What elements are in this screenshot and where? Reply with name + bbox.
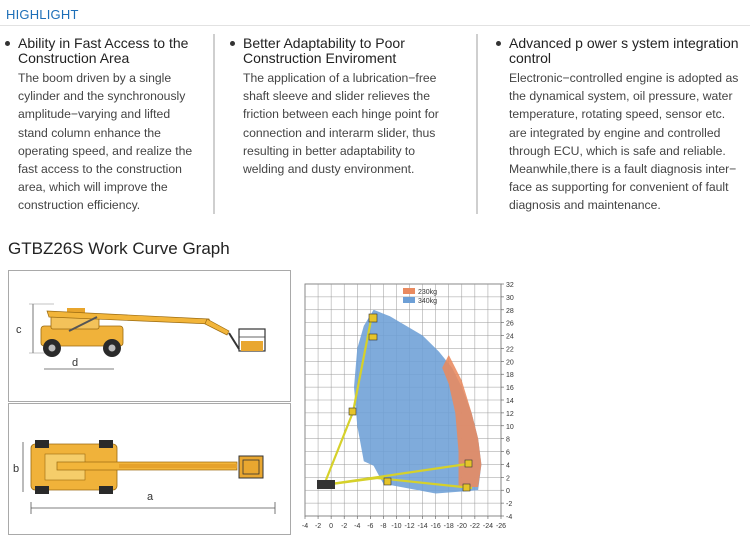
top-view-drawing <box>9 404 290 534</box>
feature-fast-access <box>2 36 195 215</box>
y-tick-label: 2 <box>506 475 510 483</box>
y-tick-label: 28 <box>506 307 514 315</box>
x-tick-label: -20 <box>456 523 467 530</box>
basket-far-low <box>463 484 470 491</box>
side-view-drawing <box>9 271 290 401</box>
column-divider <box>476 34 478 214</box>
x-tick-label: -16 <box>430 523 441 530</box>
x-tick-label: -22 <box>469 523 480 530</box>
y-tick-label: 22 <box>506 346 514 354</box>
feature-adaptability <box>227 36 449 178</box>
x-tick-label: -26 <box>495 523 507 530</box>
dim-a-label: a <box>147 491 154 503</box>
legend-swatch <box>403 288 415 294</box>
work-curve-panel <box>297 270 520 535</box>
x-tick-label: -24 <box>482 523 493 530</box>
x-tick-label: 0 <box>329 523 334 530</box>
y-tick-label: 20 <box>506 359 514 367</box>
y-tick-label: 16 <box>506 385 514 393</box>
x-tick-label: -10 <box>391 523 402 530</box>
column-divider <box>213 34 215 214</box>
machine-base <box>317 480 335 489</box>
basket-top <box>369 314 377 322</box>
y-tick-label: 4 <box>506 462 510 470</box>
legend-label: 340kg <box>418 298 438 305</box>
legend-label: 230kg <box>418 289 438 296</box>
y-tick-label: 8 <box>506 436 510 444</box>
y-tick-label: 6 <box>506 449 510 457</box>
y-tick-label: -2 <box>506 501 513 509</box>
feature-title: Advanced p ower s ystem integration control <box>493 36 747 66</box>
feature-power-system <box>493 36 747 215</box>
x-tick-label: -2 <box>314 523 322 530</box>
y-tick-label: 26 <box>506 320 514 328</box>
dim-b-label: b <box>13 463 20 475</box>
y-tick-label: 30 <box>506 294 514 302</box>
dim-c-label: c <box>16 324 22 336</box>
basket-far <box>465 460 472 467</box>
work-curve-chart <box>297 270 520 535</box>
x-tick-label: -12 <box>404 523 415 530</box>
x-tick-label: -18 <box>443 523 454 530</box>
y-tick-label: 18 <box>506 372 514 380</box>
feature-body: Electronic−controlled engine is adopted as the dynamical system, oil pressure, water temperature, rotating speed, sensor etc. are integrated by engine and controlled through ECU, which is safe and reliable. Meanwhile,there is a fault diagnosis inter− face as supporting for convenient of fault diagnosis and maintenance. <box>509 71 739 213</box>
highlight-heading: HIGHLIGHT <box>6 7 79 22</box>
y-tick-label: 10 <box>506 423 514 431</box>
basket-low <box>384 478 391 485</box>
x-tick-label: -6 <box>367 523 374 530</box>
feature-title: Better Adaptability to Poor Construction Enviroment <box>227 36 449 66</box>
side-view-panel <box>8 270 291 402</box>
basket-high <box>369 334 377 340</box>
y-tick-label: -4 <box>506 514 513 521</box>
x-tick-label: -8 <box>380 523 387 530</box>
legend-swatch <box>403 297 415 303</box>
y-tick-label: 24 <box>506 333 514 341</box>
top-view-panel <box>8 403 291 535</box>
x-tick-label: -4 <box>301 523 309 530</box>
x-tick-label: -14 <box>417 523 428 530</box>
x-tick-label: -2 <box>341 523 348 530</box>
graph-title: GTBZ26S Work Curve Graph <box>8 239 230 258</box>
x-tick-label: -4 <box>354 523 361 530</box>
dim-d-label: d <box>72 357 79 369</box>
feature-title: Ability in Fast Access to the Construction Area <box>2 36 195 66</box>
highlight-divider <box>0 25 750 26</box>
y-tick-label: 32 <box>506 282 514 289</box>
basket-mid <box>349 408 356 415</box>
feature-body: The boom driven by a single cylinder and the synchronously amplitude−varying and lifted stand column enhance the operating speed, and realize the fast access to the construction area, which will improve the construction efficiency. <box>18 71 193 213</box>
y-tick-label: 0 <box>506 488 510 496</box>
y-tick-label: 14 <box>506 398 514 405</box>
y-tick-label: 12 <box>506 410 514 418</box>
feature-body: The application of a lubrication−free shaft sleeve and slider relieves the friction between each hinge point for connection and interarm slider, thus resulting in better adaptability to welding and dusty environment. <box>243 71 439 177</box>
